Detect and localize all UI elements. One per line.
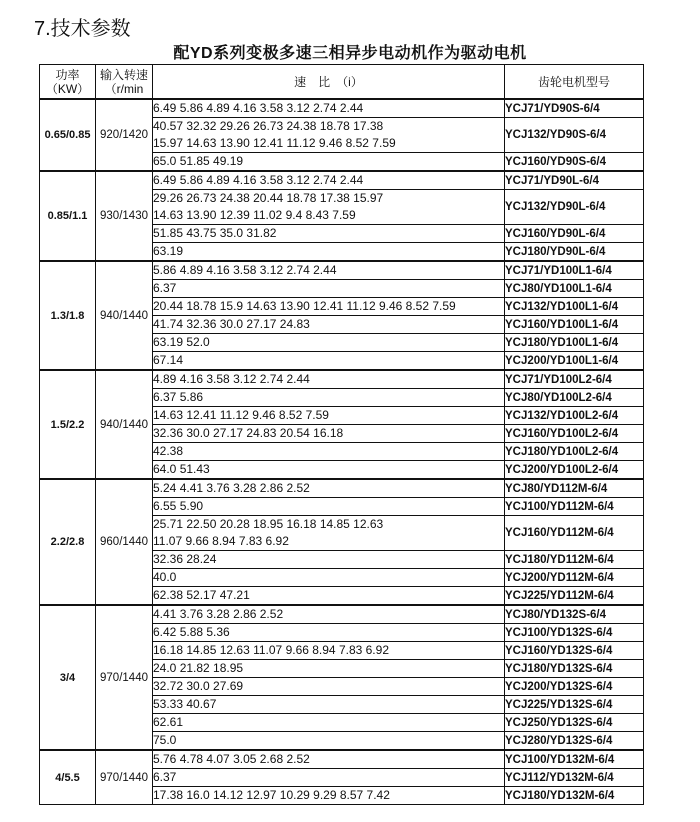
ratio-line: 40.0	[153, 570, 177, 584]
input-speed-cell: 960/1440	[96, 479, 153, 605]
ratio-cell	[153, 99, 505, 118]
ratio-line: 20.44 18.78 15.9 14.63 13.90 12.41 11.12 9.46 8.52 7.59	[153, 299, 456, 313]
gear-motor-model-cell: YCJ200/YD100L1-6/4	[505, 352, 644, 371]
ratio-line: 64.0 51.43	[153, 462, 210, 476]
gear-motor-model-cell: YCJ200/YD100L2-6/4	[505, 461, 644, 480]
gear-motor-model-cell: YCJ180/YD90L-6/4	[505, 243, 644, 262]
gear-motor-model-cell: YCJ112/YD132M-6/4	[505, 769, 644, 787]
ratio-line: 51.85 43.75 35.0 31.82	[153, 226, 277, 240]
table-row	[40, 261, 644, 280]
ratio-line: 4.41 3.76 3.28 2.86 2.52	[153, 607, 284, 621]
input-speed-cell: 940/1440	[96, 261, 153, 370]
ratio-cell	[153, 225, 505, 243]
ratio-line: 6.49 5.86 4.89 4.16 3.58 3.12 2.74 2.44	[153, 173, 364, 187]
gear-motor-model-cell: YCJ71/YD90L-6/4	[505, 171, 644, 190]
ratio-line: 6.49 5.86 4.89 4.16 3.58 3.12 2.74 2.44	[153, 101, 364, 115]
ratio-cell	[153, 461, 505, 480]
ratio-line: 53.33 40.67	[153, 697, 217, 711]
ratio-cell	[153, 678, 505, 696]
gear-motor-model-cell: YCJ180/YD100L2-6/4	[505, 443, 644, 461]
ratio-cell	[153, 298, 505, 316]
input-speed-cell: 970/1440	[96, 750, 153, 805]
ratio-line: 62.61	[153, 715, 184, 729]
gear-motor-model-cell: YCJ200/YD112M-6/4	[505, 569, 644, 587]
ratio-cell	[153, 714, 505, 732]
ratio-cell	[153, 498, 505, 516]
ratio-line: 63.19	[153, 244, 184, 258]
header-row	[40, 65, 644, 100]
gear-motor-model-cell: YCJ280/YD132S-6/4	[505, 732, 644, 751]
header-ratio: 速 比 （i）	[153, 65, 505, 100]
ratio-cell	[153, 769, 505, 787]
table-row	[40, 479, 644, 498]
gear-motor-model-cell: YCJ100/YD132S-6/4	[505, 624, 644, 642]
power-cell: 0.85/1.1	[40, 171, 96, 261]
header-power-line2: （KW）	[45, 81, 90, 96]
input-speed-cell: 970/1440	[96, 605, 153, 750]
table-row	[40, 370, 644, 389]
power-cell: 3/4	[40, 605, 96, 750]
ratio-line: 6.37	[153, 281, 177, 295]
table-row	[40, 750, 644, 769]
ratio-line: 11.07 9.66 8.94 7.83 6.92	[153, 534, 289, 548]
ratio-line: 67.14	[153, 353, 184, 367]
ratio-line: 24.0 21.82 18.95	[153, 661, 244, 675]
ratio-cell	[153, 153, 505, 172]
ratio-cell	[153, 443, 505, 461]
ratio-line: 14.63 13.90 12.39 11.02 9.4 8.43 7.59	[153, 208, 356, 222]
ratio-cell	[153, 389, 505, 407]
table-row	[40, 605, 644, 624]
ratio-line: 15.97 14.63 13.90 12.41 11.12 9.46 8.52 7.59	[153, 136, 396, 150]
ratio-cell	[153, 605, 505, 624]
gear-motor-model-cell: YCJ160/YD90L-6/4	[505, 225, 644, 243]
ratio-cell	[153, 261, 505, 280]
input-speed-cell: 920/1420	[96, 99, 153, 171]
ratio-cell	[153, 243, 505, 262]
gear-motor-model-cell: YCJ160/YD100L2-6/4	[505, 425, 644, 443]
ratio-line: 5.24 4.41 3.76 3.28 2.86 2.52	[153, 481, 310, 495]
header-speed-line1: 输入转速	[99, 67, 148, 82]
ratio-cell	[153, 551, 505, 569]
gear-motor-model-cell: YCJ80/YD100L2-6/4	[505, 389, 644, 407]
gear-motor-model-cell: YCJ180/YD100L1-6/4	[505, 334, 644, 352]
ratio-cell	[153, 316, 505, 334]
gear-motor-model-cell: YCJ132/YD100L2-6/4	[505, 407, 644, 425]
gear-motor-model-cell: YCJ132/YD90S-6/4	[505, 118, 644, 153]
gear-motor-model-cell: YCJ80/YD132S-6/4	[505, 605, 644, 624]
table-title: 配YD系列变极多速三相异步电动机作为驱动电机	[173, 45, 527, 62]
ratio-cell	[153, 334, 505, 352]
ratio-line: 5.76 4.78 4.07 3.05 2.68 2.52	[153, 752, 310, 766]
ratio-cell	[153, 280, 505, 298]
power-cell: 1.5/2.2	[40, 370, 96, 479]
ratio-line: 14.63 12.41 11.12 9.46 8.52 7.59	[153, 408, 329, 422]
gear-motor-model-cell: YCJ160/YD112M-6/4	[505, 516, 644, 551]
gear-motor-model-cell: YCJ132/YD100L1-6/4	[505, 298, 644, 316]
ratio-cell	[153, 787, 505, 805]
ratio-cell	[153, 660, 505, 678]
gear-motor-model-cell: YCJ100/YD132M-6/4	[505, 750, 644, 769]
ratio-line: 4.89 4.16 3.58 3.12 2.74 2.44	[153, 372, 310, 386]
power-cell: 1.3/1.8	[40, 261, 96, 370]
gear-motor-model-cell: YCJ250/YD132S-6/4	[505, 714, 644, 732]
ratio-line: 17.38 16.0 14.12 12.97 10.29 9.29 8.57 7.42	[153, 788, 390, 802]
ratio-line: 16.18 14.85 12.63 11.07 9.66 8.94 7.83 6.92	[153, 643, 389, 657]
ratio-cell	[153, 732, 505, 751]
ratio-line: 75.0	[153, 733, 177, 747]
header-power	[40, 65, 96, 100]
gear-motor-model-cell: YCJ71/YD90S-6/4	[505, 99, 644, 118]
ratio-cell	[153, 516, 505, 551]
gear-motor-model-cell: YCJ180/YD112M-6/4	[505, 551, 644, 569]
ratio-cell	[153, 352, 505, 371]
ratio-cell	[153, 370, 505, 389]
ratio-cell	[153, 171, 505, 190]
ratio-line: 63.19 52.0	[153, 335, 210, 349]
ratio-cell	[153, 190, 505, 225]
section-title: 7.技术参数	[34, 18, 131, 40]
gear-motor-model-cell: YCJ80/YD100L1-6/4	[505, 280, 644, 298]
spec-table	[39, 64, 644, 805]
ratio-cell	[153, 642, 505, 660]
input-speed-cell: 940/1440	[96, 370, 153, 479]
gear-motor-model-cell: YCJ160/YD100L1-6/4	[505, 316, 644, 334]
header-speed	[96, 65, 153, 100]
gear-motor-model-cell: YCJ160/YD90S-6/4	[505, 153, 644, 172]
header-speed-line2: （r/min	[104, 81, 144, 96]
ratio-cell	[153, 750, 505, 769]
ratio-line: 32.36 30.0 27.17 24.83 20.54 16.18	[153, 426, 344, 440]
header-model: 齿轮电机型号	[505, 65, 644, 100]
ratio-line: 5.86 4.89 4.16 3.58 3.12 2.74 2.44	[153, 263, 337, 277]
gear-motor-model-cell: YCJ225/YD112M-6/4	[505, 587, 644, 606]
spec-table-body	[40, 99, 644, 805]
gear-motor-model-cell: YCJ180/YD132M-6/4	[505, 787, 644, 805]
gear-motor-model-cell: YCJ180/YD132S-6/4	[505, 660, 644, 678]
gear-motor-model-cell: YCJ200/YD132S-6/4	[505, 678, 644, 696]
ratio-line: 62.38 52.17 47.21	[153, 588, 250, 602]
ratio-line: 29.26 26.73 24.38 20.44 18.78 17.38 15.97	[153, 191, 384, 205]
ratio-line: 32.72 30.0 27.69	[153, 679, 244, 693]
ratio-line: 41.74 32.36 30.0 27.17 24.83	[153, 317, 310, 331]
power-cell: 0.65/0.85	[40, 99, 96, 171]
ratio-cell	[153, 425, 505, 443]
ratio-line: 65.0 51.85 49.19	[153, 154, 244, 168]
table-row	[40, 171, 644, 190]
ratio-cell	[153, 407, 505, 425]
power-cell: 4/5.5	[40, 750, 96, 805]
ratio-cell	[153, 569, 505, 587]
ratio-line: 6.37 5.86	[153, 390, 204, 404]
gear-motor-model-cell: YCJ132/YD90L-6/4	[505, 190, 644, 225]
input-speed-cell: 930/1430	[96, 171, 153, 261]
ratio-cell	[153, 118, 505, 153]
gear-motor-model-cell: YCJ225/YD132S-6/4	[505, 696, 644, 714]
ratio-cell	[153, 479, 505, 498]
gear-motor-model-cell: YCJ100/YD112M-6/4	[505, 498, 644, 516]
gear-motor-model-cell: YCJ71/YD100L2-6/4	[505, 370, 644, 389]
table-row	[40, 99, 644, 118]
gear-motor-model-cell: YCJ160/YD132S-6/4	[505, 642, 644, 660]
power-cell: 2.2/2.8	[40, 479, 96, 605]
ratio-line: 6.42 5.88 5.36	[153, 625, 230, 639]
ratio-cell	[153, 587, 505, 606]
ratio-line: 6.37	[153, 770, 177, 784]
header-power-line1: 功率	[55, 67, 80, 82]
gear-motor-model-cell: YCJ71/YD100L1-6/4	[505, 261, 644, 280]
ratio-line: 32.36 28.24	[153, 552, 217, 566]
ratio-line: 25.71 22.50 20.28 18.95 16.18 14.85 12.63	[153, 517, 384, 531]
ratio-line: 6.55 5.90	[153, 499, 204, 513]
gear-motor-model-cell: YCJ80/YD112M-6/4	[505, 479, 644, 498]
ratio-cell	[153, 624, 505, 642]
ratio-cell	[153, 696, 505, 714]
ratio-line: 40.57 32.32 29.26 26.73 24.38 18.78 17.38	[153, 119, 384, 133]
ratio-line: 42.38	[153, 444, 184, 458]
